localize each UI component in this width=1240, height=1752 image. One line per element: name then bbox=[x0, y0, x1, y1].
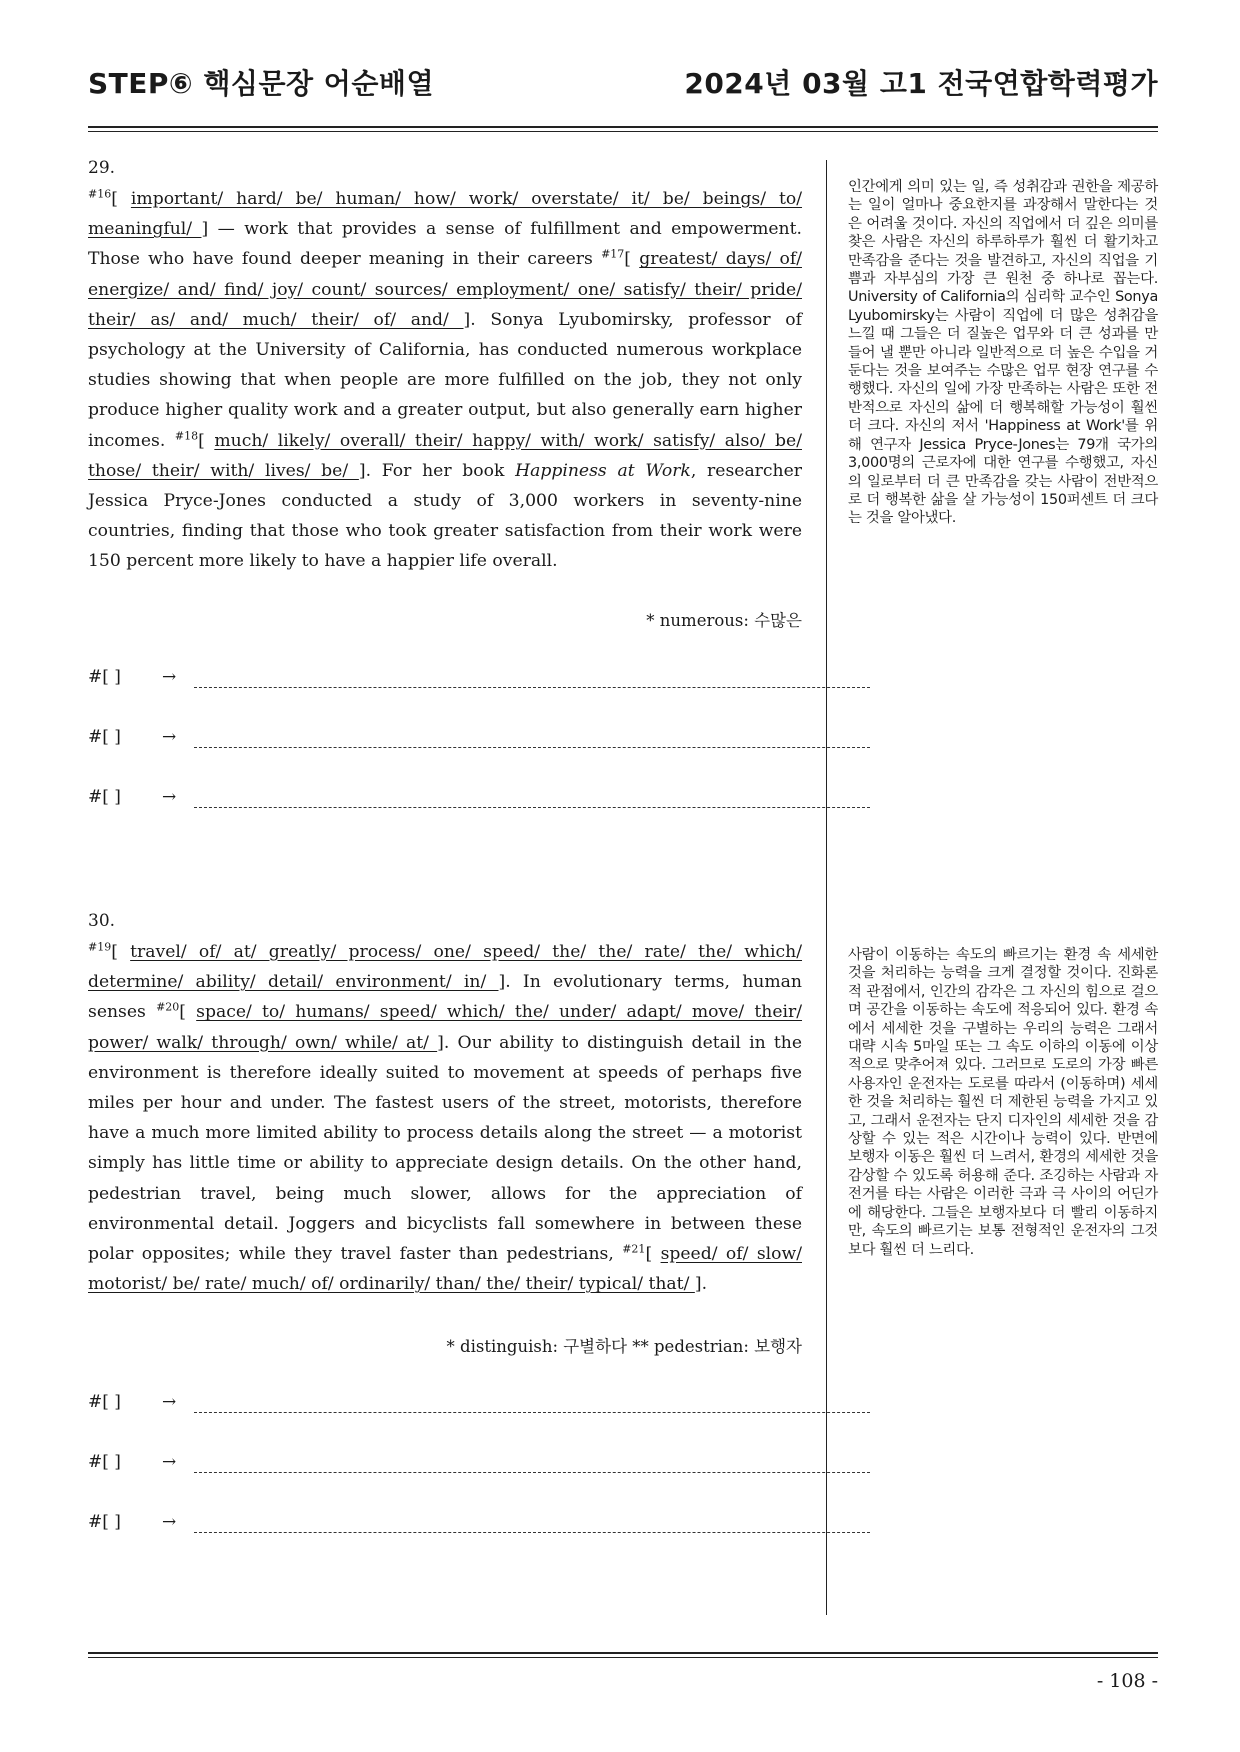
arrow-icon: → bbox=[162, 667, 177, 687]
answer-line bbox=[88, 1392, 808, 1422]
book-title: Happiness at Work bbox=[515, 460, 691, 481]
sentence-number: #18 bbox=[174, 428, 199, 442]
arrow-icon: → bbox=[162, 1512, 177, 1532]
header-rule bbox=[88, 126, 1158, 128]
answer-label: #[ ] bbox=[88, 1512, 121, 1532]
column-divider bbox=[826, 160, 827, 1615]
footer-rule-thin bbox=[88, 1657, 1158, 1658]
scrambled-words: space/ to/ humans/ speed/ which/ the/ under/ adapt/ move/ their/ power/ walk/ through/ own/ while/ at/ bbox=[88, 1002, 803, 1053]
vocab-note-30: * distinguish: 구별하다 ** pedestrian: 보행자 bbox=[446, 1337, 802, 1356]
answer-line bbox=[88, 667, 808, 697]
sentence-number: #19 bbox=[88, 940, 112, 954]
answer-label: #[ ] bbox=[88, 1452, 121, 1472]
scrambled-words: speed/ of/ slow/ motorist/ be/ rate/ much/ of/ ordinarily/ than/ the/ their/ typical/ that/ bbox=[88, 1244, 802, 1295]
answer-label: #[ ] bbox=[88, 1392, 121, 1412]
translation-30: 사람이 이동하는 속도의 빠르기는 환경 속 세세한 것을 처리하는 능력을 크게 결정할 것이다. 진화론적 관점에서, 인간의 감각은 그 자신의 힘으로 걸으며 공간을 이동하는 속도에 적응되어 있다. 환경 속에서 세세한 것을 구별하는 우리의 능력은 그래서 대략 시속 5마일 또는 그 속도 이하의 이동에 이상적으로 맞추어져 있다. 그러므로 도로의 가장 빠른 사용자인 운전자는 도로를 따라서 (이동하며) 세세한 것을 처리하는 훨씬 더 제한된 능력을 가지고 있고, 그래서 운전자는 단지 디자인의 세세한 것을 감상할 수 있는 적은 시간이나 능력이 있다. 반면에 보행자 이동은 훨씬 더 느려서, 환경의 세세한 것을 감상할 수 있도록 허용해 준다. 조깅하는 사람과 자전거를 타는 사람은 이러한 극과 극 사이의 어딘가에 해당한다. 그들은 보행자보다 더 빨리 이동하지만, 속도의 빠르기는 보통 전형적인 운전자의 그것보다 훨씬 더 느리다. bbox=[848, 947, 1158, 1258]
answer-label: #[ ] bbox=[88, 787, 121, 807]
header-exam: 2024년 03월 고1 전국연합학력평가 bbox=[684, 67, 1158, 100]
passage-29: $^{\#16}$[ important/ hard/ be/ human/ how/ work/ overstate/ it/ be/ beings/ to/ meaningful/ ] — work that provides a sense of fulfillment and empowerment. Those who have found deeper meaning in their careers $^{\#17}$[ greatest/ days/ of/ energize/ and/ find/ joy/ count/ sources/ employment/ one/ satisfy/ their/ pride/ their/ as/ and/ much/ their/ of/ and/ ]. Sonya Lyubomirsky, professor of psychology at the University of California, has conducted numerous workplace studies showing that when people are more fulfilled on the job, they not only produce higher quality work and a greater output, but also generally earn higher incomes. $^{\#18}$[ much/ likely/ overall/ their/ happy/ with/ work/ satisfy/ also/ be/ those/ their/ with/ lives/ be/ ]. For her book Happiness at Work, researcher Jessica Pryce-Jones conducted a study of 3,000 workers in seventy-nine countries, finding that those who took greater satisfaction from their work were 150 percent more likely to have a happier life overall. bbox=[88, 187, 803, 572]
passage-text: . Our ability to distinguish detail in the environment is therefore ideally suited to movement at speeds of perhaps five miles per hour and under. The fastest users of the street, motorists, therefore have a much more limited ability to process details along the street — a motorist simply has little time or ability to appreciate design details. On the other hand, pedestrian travel, being much slower, allows for the appreciation of environmental detail. Joggers and bicyclists fall somewhere in between these polar opposites; while they travel faster than pedestrians, bbox=[88, 1032, 802, 1265]
translation-29: 인간에게 의미 있는 일, 즉 성취감과 권한을 제공하는 일이 얼마나 중요한지를 과장해서 말한다는 것은 어려울 것이다. 자신의 직업에서 더 깊은 의미를 찾은 사람은 자신의 하루하루가 훨씬 더 활기차고 만족감을 준다는 것을 발견하고, 자신의 직업을 기쁨과 자부심의 가장 큰 원천 중 하나로 꼽는다. University of California의 심리학 교수인 Sonya Lyubomirsky는 사람이 직업에 더 많은 성취감을 느낄 때 그들은 더 질높은 업무와 더 큰 성과를 만들어 낼 뿐만 아니라 일반적으로 더 높은 수입을 거둔다는 것을 보여주는 수많은 업무 현장 연구를 수행했다. 자신의 일에 가장 만족하는 사람은 또한 전반적으로 자신의 삶에 더 행복해할 가능성이 훨씬 더 크다. 자신의 저서 'Happiness at Work'를 위해 연구자 Jessica Pryce-Jones는 79개 국가의 3,000명의 근로자에 대한 연구를 수행했고, 자신의 일로부터 더 큰 만족감을 갖는 사람이 전반적으로 더 행복한 삶을 살 가능성이 150퍼센트 더 크다는 것을 알아냈다. bbox=[848, 179, 1158, 527]
answer-line bbox=[88, 1512, 808, 1542]
answer-blank[interactable] bbox=[194, 807, 870, 808]
arrow-icon: → bbox=[162, 727, 177, 747]
passage-text: . For her book bbox=[365, 460, 516, 481]
answer-label: #[ ] bbox=[88, 727, 121, 747]
arrow-icon: → bbox=[162, 1392, 177, 1412]
answer-blank[interactable] bbox=[194, 687, 870, 688]
arrow-icon: → bbox=[162, 1452, 177, 1472]
passage-text: , researcher Jessica Pryce-Jones conducted a study of 3,000 workers in seventy-nine countries, finding that those who took greater satisfaction from their work were 150 percent more likely to have a happier life overall. bbox=[88, 460, 802, 572]
answer-blank[interactable] bbox=[194, 1412, 870, 1413]
sentence-number: #16 bbox=[88, 187, 112, 201]
scrambled-words: important/ hard/ be/ human/ how/ work/ overstate/ it/ be/ beings/ to/ meaningful/ bbox=[88, 189, 803, 240]
passage-text: — work that provides a sense of fulfillment and empowerment. Those who have found deeper meaning in their careers bbox=[88, 219, 802, 270]
passage-30: $^{\#19}$[ travel/ of/ at/ greatly/ process/ one/ speed/ the/ the/ rate/ the/ which/ determine/ ability/ detail/ environment/ in/ ]. In evolutionary terms, human senses $^{\#20}$[ space/ to/ humans/ speed/ which/ the/ under/ adapt/ move/ their/ power/ walk/ through/ own/ while/ at/ ]. Our ability to distinguish detail in the environment is therefore ideally suited to movement at speeds of perhaps five miles per hour and under. The fastest users of the street, motorists, therefore have a much more limited ability to process details along the street — a motorist simply has little time or ability to appreciate design details. On the other hand, pedestrian travel, being much slower, allows for the appreciation of environmental detail. Joggers and bicyclists fall somewhere in between these polar opposites; while they travel faster than pedestrians, $^{\#21}$[ speed/ of/ slow/ motorist/ be/ rate/ much/ of/ ordinarily/ than/ the/ their/ typical/ that/ ]. bbox=[88, 940, 803, 1295]
answer-blank[interactable] bbox=[194, 1532, 870, 1533]
answer-label: #[ ] bbox=[88, 667, 121, 687]
question-number-30: 30. bbox=[88, 911, 116, 931]
header-rule-thin bbox=[88, 131, 1158, 132]
arrow-icon: → bbox=[162, 787, 177, 807]
vocab-note-29: * numerous: 수많은 bbox=[646, 611, 802, 630]
header-title: STEP⑥ 핵심문장 어순배열 bbox=[88, 67, 435, 100]
page-header bbox=[88, 62, 1158, 102]
passage-text: . Sonya Lyubomirsky, professor of psychology at the University of California, has conducted numerous workplace studies showing that when people are more fulfilled on the job, they not only produce higher quality work and a greater output, but also generally earn higher incomes. bbox=[88, 309, 802, 451]
passage-text: . bbox=[701, 1274, 708, 1295]
passage-text: . In evolutionary terms, human senses bbox=[88, 972, 802, 1023]
answer-line bbox=[88, 1452, 808, 1482]
answer-blank[interactable] bbox=[194, 1472, 870, 1473]
answer-line bbox=[88, 787, 808, 817]
sentence-number: #21 bbox=[622, 1242, 646, 1256]
scrambled-words: travel/ of/ at/ greatly/ process/ one/ speed/ the/ the/ rate/ the/ which/ determine/ ability/ detail/ environment/ in/ bbox=[88, 942, 803, 993]
scrambled-words: much/ likely/ overall/ their/ happy/ with/ work/ satisfy/ also/ be/ those/ their/ with/ lives/ be/ bbox=[88, 430, 802, 481]
sentence-number: #17 bbox=[601, 247, 625, 261]
sentence-number: #20 bbox=[156, 1000, 180, 1014]
page-number: - 108 - bbox=[1096, 1670, 1158, 1692]
scrambled-words: greatest/ days/ of/ energize/ and/ find/ joy/ count/ sources/ employment/ one/ satisfy/ their/ pride/ their/ as/ and/ much/ their/ of/ and/ bbox=[88, 249, 802, 330]
answer-line bbox=[88, 727, 808, 757]
question-number-29: 29. bbox=[88, 158, 116, 178]
footer-rule bbox=[88, 1652, 1158, 1654]
answer-blank[interactable] bbox=[194, 747, 870, 748]
